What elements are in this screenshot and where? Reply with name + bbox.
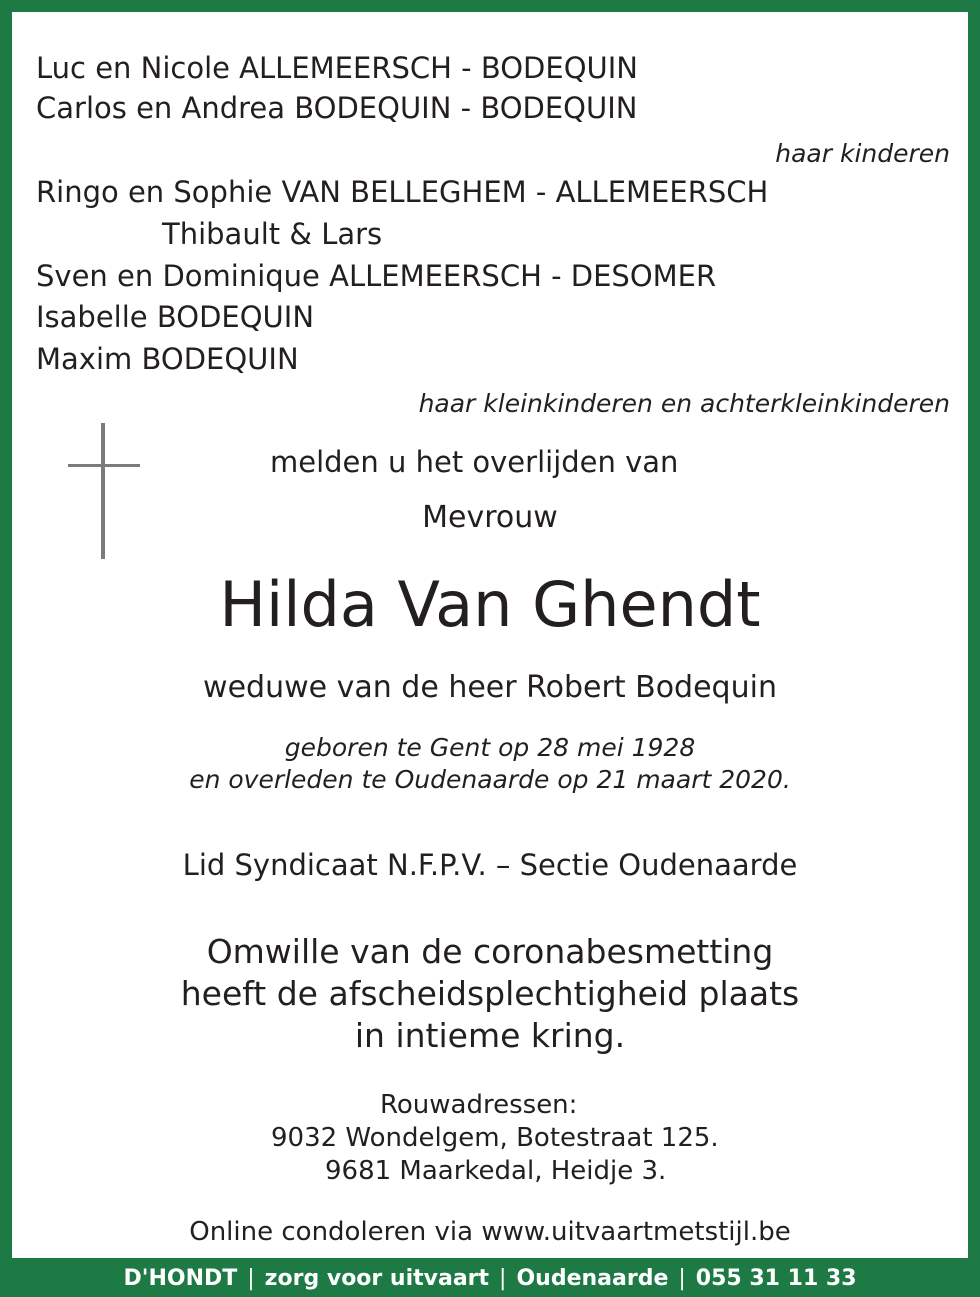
notice-line-1: Omwille van de coronabesmetting: [206, 932, 774, 971]
family-line-6: Isabelle BODEQUIN: [36, 300, 315, 334]
brand-logo: D'HONDT: [123, 1265, 238, 1291]
separator: |: [678, 1265, 686, 1291]
family-line-3: Ringo en Sophie VAN BELLEGHEM - ALLEMEERSCH: [36, 175, 769, 209]
widow-line: weduwe van de heer Robert Bodequin: [203, 670, 777, 705]
membership-line: Lid Syndicaat N.F.P.V. – Sectie Oudenaarde: [182, 848, 798, 882]
city-text: Oudenaarde: [516, 1265, 669, 1291]
separator: |: [247, 1265, 255, 1291]
death-notice: [12, 12, 968, 1258]
online-condolence: Online condoleren via www.uitvaartmetstijl.be: [189, 1217, 791, 1247]
family-line-5: Sven en Dominique ALLEMEERSCH - DESOMER: [36, 259, 717, 293]
role-grandchildren: haar kleinkinderen en achterkleinkinderen: [418, 389, 950, 418]
family-line-2: Carlos en Andrea BODEQUIN - BODEQUIN: [36, 91, 638, 125]
family-line-7: Maxim BODEQUIN: [36, 342, 299, 376]
addresses-label: Rouwadressen:: [380, 1090, 578, 1120]
role-children: haar kinderen: [775, 139, 950, 168]
birth-line: geboren te Gent op 28 mei 1928: [284, 733, 696, 762]
notice-line-3: in intieme kring.: [354, 1016, 626, 1055]
phone-number: 055 31 11 33: [695, 1265, 857, 1291]
notice-line-2: heeft de afscheidsplechtigheid plaats: [180, 974, 800, 1013]
honorific: Mevrouw: [422, 500, 558, 535]
death-line: en overleden te Oudenaarde op 21 maart 2020.: [189, 765, 791, 794]
deceased-name: Hilda Van Ghendt: [219, 568, 761, 641]
separator: |: [499, 1265, 507, 1291]
family-line-1: Luc en Nicole ALLEMEERSCH - BODEQUIN: [36, 51, 639, 85]
family-line-4: Thibault & Lars: [162, 217, 383, 251]
footer-bar: [0, 1259, 980, 1297]
service-text: zorg voor uitvaart: [264, 1265, 490, 1291]
intro-text: melden u het overlijden van: [270, 445, 679, 479]
address-2: 9681 Maarkedal, Heidje 3.: [325, 1156, 667, 1186]
address-1: 9032 Wondelgem, Botestraat 125.: [271, 1123, 719, 1153]
